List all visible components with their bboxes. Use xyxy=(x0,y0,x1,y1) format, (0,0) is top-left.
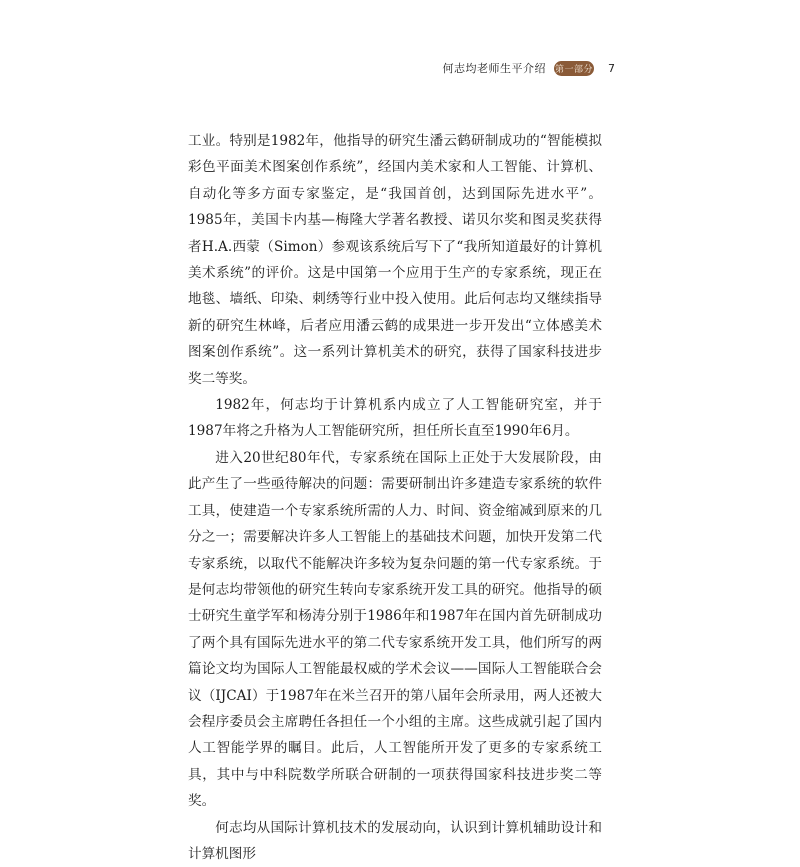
page-number: 7 xyxy=(608,61,615,75)
header-title: 何志均老师生平介绍 xyxy=(442,62,546,75)
section-badge: 第一部分 xyxy=(554,61,594,76)
body-text xyxy=(188,128,602,867)
paragraph: 1982年，何志均于计算机系内成立了人工智能研究室，并于1987年将之升格为人工智能研究所，担任所长直至1990年6月。 xyxy=(188,397,602,440)
paragraph: 工业。特别是1982年，他指导的研究生潘云鹤研制成功的“智能模拟彩色平面美术图案创作系统”，经国内美术家和人工智能、计算机、自动化等多方面专家鉴定，是“我国首创，达到国际先进水平”。1985年，美国卡内基—梅隆大学著名教授、诺贝尔奖和图灵奖获得者H.A.西蒙（Simon）参观该系统后写下了“我所知道最好的计算机美术系统”的评价。这是中国第一个应用于生产的专家系统，现正在地毯、墙纸、印染、刺绣等行业中投入使用。此后何志均又继续指导新的研究生林峰，后者应用潘云鹤的成果进一步开发出“立体感美术图案创作系统”。这一系列计算机美术的研究，获得了国家科技进步奖二等奖。 xyxy=(188,133,602,387)
paragraph: 何志均从国际计算机技术的发展动向，认识到计算机辅助设计和计算机图形 xyxy=(188,819,602,862)
paragraph: 进入20世纪80年代，专家系统在国际上正处于大发展阶段，由此产生了一些亟待解决的问题：需要研制出许多建造专家系统的软件工具，使建造一个专家系统所需的人力、时间、资金缩减到原来的几分之一；需要解决许多人工智能上的基础技术问题，加快开发第二代专家系统，以取代不能解决许多较为复杂问题的第一代专家系统。于是何志均带领他的研究生转向专家系统开发工具的研究。他指导的硕士研究生童学军和杨涛分别于1986年和1987年在国内首先研制成功了两个具有国际先进水平的第二代专家系统开发工具，他们所写的两篇论文均为国际人工智能最权威的学术会议——国际人工智能联合会议（IJCAI）于1987年在米兰召开的第八届年会所录用，两人还被大会程序委员会主席聘任各担任一个小组的主席。这些成就引起了国内人工智能学界的瞩目。此后，人工智能所开发了更多的专家系统工具，其中与中科院数学所联合研制的一项获得国家科技进步奖二等奖。 xyxy=(188,449,602,810)
running-header xyxy=(300,56,615,80)
